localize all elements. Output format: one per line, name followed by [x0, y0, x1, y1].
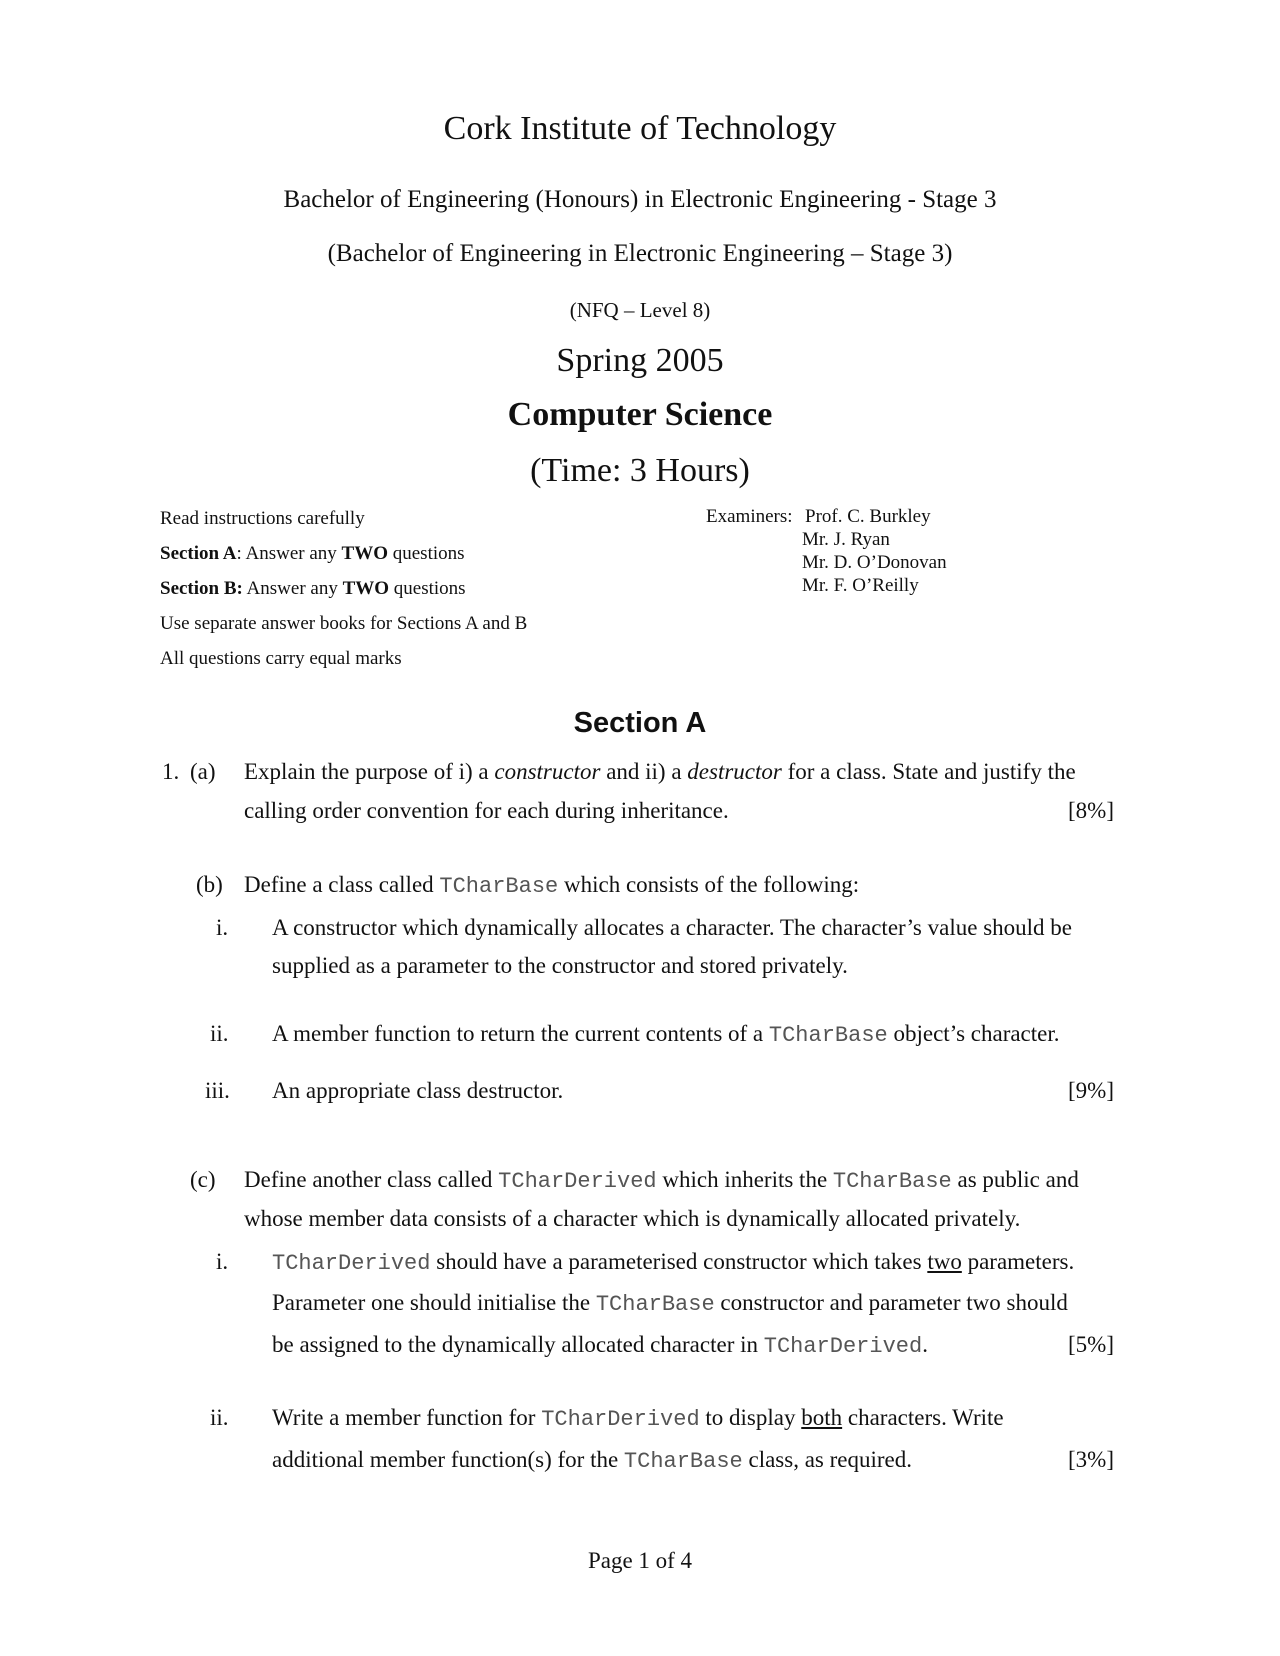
code-span: TCharDerived	[498, 1169, 657, 1194]
text-span: and ii) a	[600, 759, 688, 784]
part-c-ii-marks: [3%]	[1068, 1447, 1114, 1472]
text-span: which inherits the	[656, 1167, 833, 1192]
text-span: to display	[699, 1405, 802, 1430]
examiner-name: Mr. D. O’Donovan	[802, 552, 947, 573]
term-destructor: destructor	[687, 759, 782, 784]
text-span: parameters.	[961, 1249, 1075, 1274]
page-number: Page 1 of 4	[587, 1548, 693, 1573]
part-c-i-line-2	[272, 1283, 1068, 1325]
text-span: Define another class called	[244, 1167, 499, 1192]
text-span: characters. Write	[842, 1405, 1004, 1430]
part-b-i-label: i.	[216, 915, 229, 940]
part-b-i-line-2: supplied as a parameter to the constructor and stored privately.	[272, 953, 848, 978]
section-a-text: : Answer any	[236, 543, 342, 564]
instruction-section-a	[160, 543, 465, 565]
instruction-section-b	[160, 578, 466, 600]
part-a-line-2: calling order convention for each during inheritance.	[244, 798, 729, 823]
text-span: .	[922, 1332, 928, 1357]
instruction-equal-marks: All questions carry equal marks	[160, 648, 402, 669]
underlined-word: two	[927, 1249, 962, 1274]
part-c-i-line-1	[272, 1242, 1074, 1284]
code-span: TCharDerived	[541, 1407, 700, 1432]
part-b-i-line-1: A constructor which dynamically allocates a character. The character’s value should be	[272, 915, 1072, 940]
text-span: should have a parameterised constructor which takes	[430, 1249, 928, 1274]
text-span: constructor and parameter two should	[714, 1290, 1068, 1315]
exam-subject: Computer Science	[507, 396, 773, 433]
part-b-marks: [9%]	[1068, 1078, 1114, 1103]
examiner-name: Mr. J. Ryan	[802, 529, 890, 550]
part-b-iii-label: iii.	[205, 1078, 230, 1103]
part-c-i-marks: [5%]	[1068, 1332, 1114, 1357]
part-b-ii-label: ii.	[210, 1021, 229, 1046]
part-a-line-1	[244, 752, 1076, 792]
text-span: for a class. State and justify the	[781, 759, 1076, 784]
code-span: TCharBase	[439, 874, 559, 899]
part-b-ii-line	[272, 1014, 1060, 1056]
part-c-i-label: i.	[216, 1249, 229, 1274]
section-b-two: TWO	[342, 578, 390, 599]
examiners-label: Examiners:	[706, 506, 793, 527]
programme-title: Bachelor of Engineering (Honours) in Electronic Engineering - Stage 3	[283, 186, 997, 213]
part-c-ii-line-2	[272, 1440, 912, 1482]
text-span: Parameter one should initialise the	[272, 1290, 596, 1315]
text-span: object’s character.	[887, 1021, 1060, 1046]
text-span: as public and	[951, 1167, 1079, 1192]
text-span: Write a member function for	[272, 1405, 542, 1430]
code-span: TCharDerived	[763, 1334, 923, 1359]
exam-duration: (Time: 3 Hours)	[530, 452, 750, 489]
part-c-i-line-3	[272, 1325, 928, 1367]
instruction-read: Read instructions carefully	[160, 508, 365, 529]
programme-alt-title: (Bachelor of Engineering in Electronic Engineering – Stage 3)	[327, 240, 953, 267]
part-c-ii-label: ii.	[210, 1405, 229, 1430]
part-b-label: (b)	[196, 872, 223, 897]
text-span: which consists of the following:	[558, 872, 860, 897]
text-span: additional member function(s) for the	[272, 1447, 624, 1472]
code-span: TCharBase	[768, 1023, 888, 1048]
examiner-name: Mr. F. O’Reilly	[802, 575, 919, 596]
part-c-label: (c)	[190, 1167, 216, 1192]
institute-title: Cork Institute of Technology	[443, 110, 837, 147]
section-b-label: Section B:	[160, 578, 243, 599]
text-span: Define a class called	[244, 872, 440, 897]
section-b-questions: questions	[389, 578, 466, 599]
section-b-text: Answer any	[242, 578, 343, 599]
code-span: TCharDerived	[272, 1251, 431, 1276]
part-c-line-2: whose member data consists of a character which is dynamically allocated privately.	[244, 1206, 1021, 1231]
section-a-questions: questions	[388, 543, 465, 564]
examiner-name: Prof. C. Burkley	[805, 506, 931, 527]
section-a-two: TWO	[341, 543, 388, 564]
exam-session: Spring 2005	[556, 342, 724, 379]
code-span: TCharBase	[595, 1292, 715, 1317]
text-span: class, as required.	[742, 1447, 912, 1472]
part-a-label: (a)	[190, 759, 216, 784]
part-b-line-1	[244, 865, 859, 907]
part-c-ii-line-1	[272, 1398, 1004, 1440]
code-span: TCharBase	[623, 1449, 743, 1474]
code-span: TCharBase	[832, 1169, 952, 1194]
text-span: be assigned to the dynamically allocated character in	[272, 1332, 764, 1357]
instruction-separate-books: Use separate answer books for Sections A and B	[160, 613, 528, 634]
text-span: Explain the purpose of i) a	[244, 759, 495, 784]
underlined-word: both	[801, 1405, 843, 1430]
part-a-marks: [8%]	[1068, 798, 1114, 823]
part-b-iii-line: An appropriate class destructor.	[272, 1078, 564, 1103]
section-heading: Section A	[573, 707, 707, 739]
question-number: 1.	[162, 759, 180, 784]
nfq-level: (NFQ – Level 8)	[569, 298, 711, 322]
part-c-line-1	[244, 1160, 1079, 1202]
term-constructor: constructor	[494, 759, 601, 784]
section-a-label: Section A	[160, 543, 237, 564]
text-span: A member function to return the current contents of a	[272, 1021, 769, 1046]
